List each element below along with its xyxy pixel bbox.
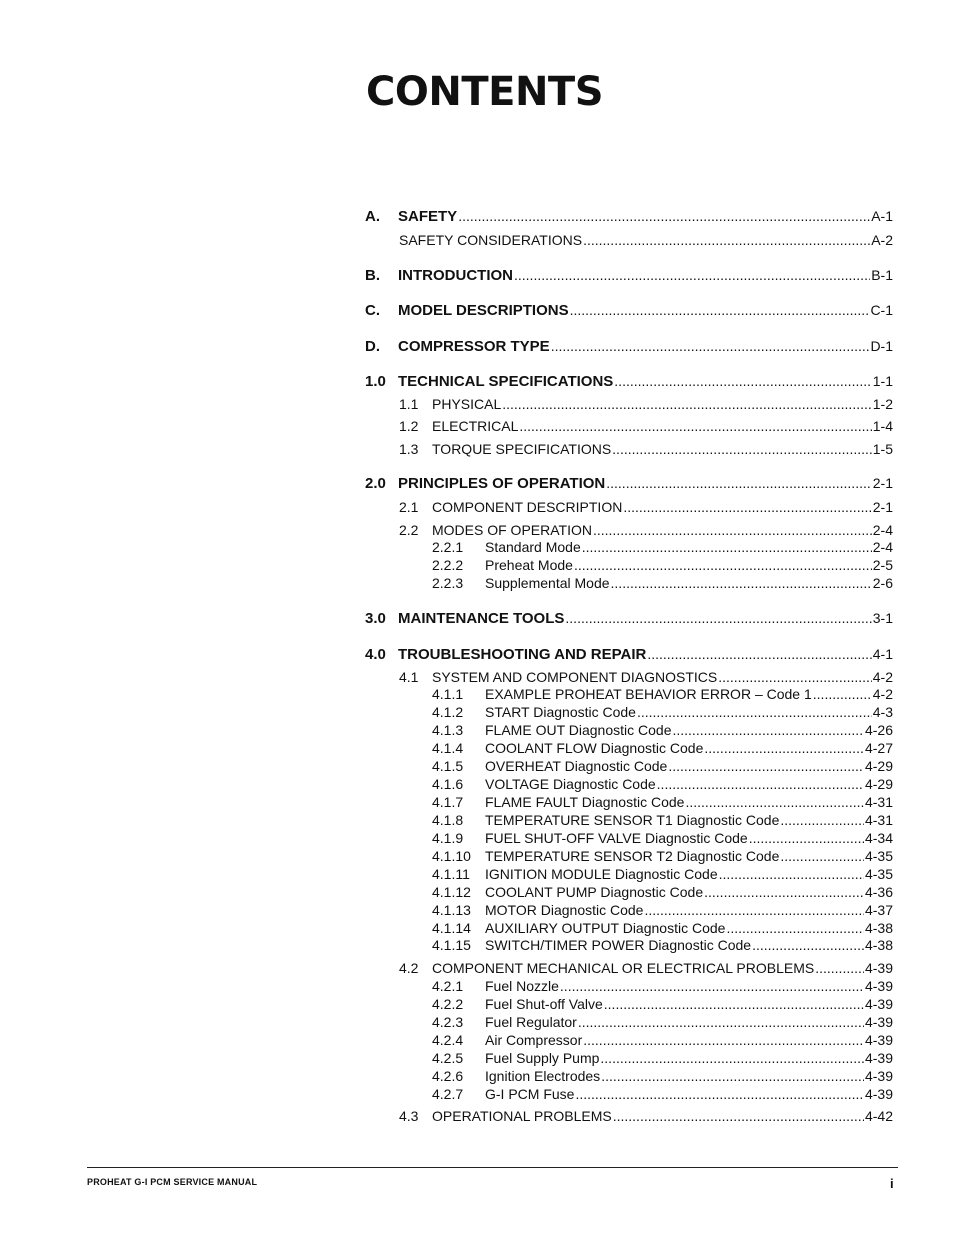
toc-entry-page: 2-4 <box>872 539 893 555</box>
toc-entry-page: 4-38 <box>864 920 893 936</box>
toc-entry-label: Fuel Shut-off Valve <box>485 996 603 1012</box>
footer-manual-title: PROHEAT G-I PCM SERVICE MANUAL <box>87 1177 258 1187</box>
toc-entry-label: SWITCH/TIMER POWER Diagnostic Code <box>485 937 752 953</box>
toc-entry[interactable] <box>399 499 893 515</box>
toc-entry[interactable] <box>432 937 893 953</box>
toc-entry-page: 4-39 <box>864 996 893 1012</box>
toc-entry-number: 4.0 <box>365 646 386 663</box>
toc-leader-dots <box>578 1014 864 1030</box>
toc-entry[interactable] <box>432 996 893 1012</box>
toc-leader-dots <box>813 686 872 702</box>
toc-entry[interactable] <box>365 338 893 355</box>
toc-entry-number: 4.1.10 <box>432 848 471 864</box>
toc-leader-dots <box>519 418 871 434</box>
toc-entry-page: 4-35 <box>864 848 893 864</box>
toc-entry-label: TECHNICAL SPECIFICATIONS <box>398 373 614 390</box>
toc-entry[interactable] <box>432 1014 893 1030</box>
toc-leader-dots <box>780 848 864 864</box>
toc-entry-page: 4-39 <box>864 978 893 994</box>
toc-entry-label: Air Compressor <box>485 1032 583 1048</box>
toc-leader-dots <box>718 669 872 685</box>
toc-entry[interactable] <box>399 522 893 538</box>
toc-leader-dots <box>672 722 863 738</box>
toc-entry-page: 4-29 <box>864 758 893 774</box>
toc-entry-number: 4.2.6 <box>432 1068 464 1084</box>
toc-entry-page: 4-27 <box>864 740 893 756</box>
toc-entry[interactable] <box>399 669 893 685</box>
toc-leader-dots <box>647 646 871 662</box>
toc-entry-page: 3-1 <box>872 610 893 626</box>
toc-entry[interactable] <box>432 1086 893 1102</box>
toc-entry-number: 4.2.1 <box>432 978 464 994</box>
toc-entry[interactable] <box>365 267 893 284</box>
toc-leader-dots <box>565 610 871 626</box>
toc-entry-number: 4.1.9 <box>432 830 464 846</box>
toc-entry-page: 4-39 <box>864 1068 893 1084</box>
toc-entry-number: 2.2.1 <box>432 539 464 555</box>
toc-entry[interactable] <box>432 848 893 864</box>
toc-entry[interactable] <box>432 740 893 756</box>
toc-entry[interactable] <box>365 373 893 390</box>
toc-entry-label: TORQUE SPECIFICATIONS <box>432 441 612 457</box>
toc-entry-number: 2.1 <box>399 499 419 515</box>
toc-entry[interactable] <box>432 830 893 846</box>
toc-leader-dots <box>611 575 872 591</box>
toc-entry-label: Fuel Nozzle <box>485 978 559 994</box>
toc-entry-label: COOLANT FLOW Diagnostic Code <box>485 740 704 756</box>
toc-entry[interactable] <box>432 1068 893 1084</box>
toc-entry-label: MAINTENANCE TOOLS <box>398 610 565 627</box>
footer-page-number: i <box>890 1176 894 1191</box>
toc-entry-label: IGNITION MODULE Diagnostic Code <box>485 866 718 882</box>
toc-entry-page: 4-39 <box>864 1014 893 1030</box>
toc-entry-number: 4.1.15 <box>432 937 471 953</box>
toc-leader-dots <box>575 1086 864 1102</box>
toc-leader-dots <box>514 267 870 283</box>
toc-leader-dots <box>560 978 864 994</box>
toc-entry-number: 4.1.7 <box>432 794 464 810</box>
toc-entry-label: SAFETY CONSIDERATIONS <box>399 232 583 248</box>
toc-entry-number: 1.3 <box>399 441 419 457</box>
toc-leader-dots <box>780 812 864 828</box>
toc-entry-label: Standard Mode <box>485 539 581 555</box>
toc-entry-label: MODEL DESCRIPTIONS <box>398 302 569 319</box>
toc-leader-dots <box>637 704 872 720</box>
toc-leader-dots <box>551 338 870 354</box>
toc-entry[interactable] <box>432 920 893 936</box>
toc-entry-number: B. <box>365 267 380 284</box>
toc-leader-dots <box>752 937 864 953</box>
toc-entry[interactable] <box>365 646 893 663</box>
toc-leader-dots <box>644 902 864 918</box>
toc-entry-page: 4-42 <box>864 1108 893 1124</box>
toc-entry[interactable] <box>432 539 893 555</box>
toc-entry[interactable] <box>399 232 893 248</box>
toc-entry-number: 3.0 <box>365 610 386 627</box>
toc-entry-page: 4-37 <box>864 902 893 918</box>
toc-entry-label: TROUBLESHOOTING AND REPAIR <box>398 646 647 663</box>
toc-leader-dots <box>583 232 870 248</box>
toc-leader-dots <box>570 302 870 318</box>
toc-entry-number: 4.3 <box>399 1108 419 1124</box>
toc-entry-number: 4.1.3 <box>432 722 464 738</box>
toc-entry-page: 4-35 <box>864 866 893 882</box>
toc-entry[interactable] <box>365 475 893 492</box>
footer-divider <box>87 1167 898 1168</box>
toc-entry-number: 1.2 <box>399 418 419 434</box>
toc-entry-label: COOLANT PUMP Diagnostic Code <box>485 884 704 900</box>
toc-entry-label: G-I PCM Fuse <box>485 1086 575 1102</box>
toc-entry-label: ELECTRICAL <box>432 418 519 434</box>
toc-leader-dots <box>502 396 872 412</box>
toc-entry-label: TEMPERATURE SENSOR T2 Diagnostic Code <box>485 848 780 864</box>
toc-entry-page: 4-34 <box>864 830 893 846</box>
toc-entry[interactable] <box>432 704 893 720</box>
toc-entry[interactable] <box>432 722 893 738</box>
toc-entry-page: 4-2 <box>872 686 893 702</box>
toc-entry[interactable] <box>432 1050 893 1066</box>
toc-entry-label: Supplemental Mode <box>485 575 610 591</box>
toc-leader-dots <box>815 960 864 976</box>
toc-entry-number: 4.1.1 <box>432 686 464 702</box>
toc-entry-label: COMPONENT MECHANICAL OR ELECTRICAL PROBLEMS <box>432 960 815 976</box>
toc-entry-page: 2-1 <box>872 475 893 491</box>
toc-entry[interactable] <box>365 208 893 225</box>
toc-entry[interactable] <box>432 776 893 792</box>
toc-leader-dots <box>657 776 864 792</box>
toc-leader-dots <box>613 1108 864 1124</box>
toc-leader-dots <box>668 758 864 774</box>
toc-entry-label: PHYSICAL <box>432 396 502 412</box>
toc-entry-number: 2.2 <box>399 522 419 538</box>
toc-entry-number: 4.1.5 <box>432 758 464 774</box>
toc-entry-page: 1-2 <box>872 396 893 412</box>
toc-entry-number: 4.1.8 <box>432 812 464 828</box>
toc-entry-page: 1-1 <box>872 373 893 389</box>
toc-entry-page: D-1 <box>870 338 893 354</box>
toc-entry-page: 1-5 <box>872 441 893 457</box>
toc-leader-dots <box>726 920 864 936</box>
toc-entry[interactable] <box>432 978 893 994</box>
toc-leader-dots <box>574 557 872 573</box>
toc-entry-page: 2-4 <box>872 522 893 538</box>
toc-entry[interactable] <box>432 1032 893 1048</box>
toc-entry[interactable] <box>399 441 893 457</box>
toc-entry-label: OVERHEAT Diagnostic Code <box>485 758 668 774</box>
toc-entry-page: 2-1 <box>872 499 893 515</box>
toc-entry-number: C. <box>365 302 380 319</box>
toc-entry-number: 4.1.14 <box>432 920 471 936</box>
toc-entry-page: 4-29 <box>864 776 893 792</box>
toc-entry-label: AUXILIARY OUTPUT Diagnostic Code <box>485 920 726 936</box>
toc-entry-label: SAFETY <box>398 208 458 225</box>
toc-entry-number: 4.2.2 <box>432 996 464 1012</box>
toc-entry-page: A-1 <box>871 208 893 224</box>
toc-entry-label: MODES OF OPERATION <box>432 522 592 538</box>
toc-entry-label: FLAME OUT Diagnostic Code <box>485 722 672 738</box>
toc-entry[interactable] <box>432 758 893 774</box>
toc-entry[interactable] <box>365 610 893 627</box>
toc-entry-number: 4.2.4 <box>432 1032 464 1048</box>
toc-leader-dots <box>612 441 872 457</box>
toc-entry-label: Ignition Electrodes <box>485 1068 601 1084</box>
toc-entry-number: 4.1.13 <box>432 902 471 918</box>
toc-entry-label: FUEL SHUT-OFF VALVE Diagnostic Code <box>485 830 748 846</box>
toc-entry[interactable] <box>432 794 893 810</box>
toc-entry-page: 2-6 <box>872 575 893 591</box>
toc-entry-page: 4-31 <box>864 794 893 810</box>
toc-entry-page: 4-39 <box>864 1032 893 1048</box>
toc-leader-dots <box>623 499 871 515</box>
toc-entry-number: 2.2.2 <box>432 557 464 573</box>
toc-entry-label: EXAMPLE PROHEAT BEHAVIOR ERROR – Code 1 <box>485 686 812 702</box>
toc-entry-page: 4-2 <box>872 669 893 685</box>
toc-entry-number: 1.0 <box>365 373 386 390</box>
toc-entry-page: 4-39 <box>864 1050 893 1066</box>
toc-entry[interactable] <box>432 557 893 573</box>
toc-entry-page: 4-3 <box>872 704 893 720</box>
toc-entry-label: OPERATIONAL PROBLEMS <box>432 1108 612 1124</box>
toc-entry-page: C-1 <box>870 302 893 318</box>
toc-entry-page: 4-38 <box>864 937 893 953</box>
toc-entry-number: 4.2 <box>399 960 419 976</box>
toc-entry-page: 2-5 <box>872 557 893 573</box>
toc-entry-label: VOLTAGE Diagnostic Code <box>485 776 656 792</box>
toc-entry-number: 4.2.3 <box>432 1014 464 1030</box>
toc-leader-dots <box>749 830 864 846</box>
toc-leader-dots <box>604 996 864 1012</box>
toc-leader-dots <box>600 1050 864 1066</box>
toc-leader-dots <box>583 1032 864 1048</box>
toc-entry[interactable] <box>399 960 893 976</box>
toc-entry-page: 4-31 <box>864 812 893 828</box>
toc-entry-page: 1-4 <box>872 418 893 434</box>
toc-entry-number: 2.2.3 <box>432 575 464 591</box>
toc-entry-number: 4.2.7 <box>432 1086 464 1102</box>
toc-leader-dots <box>601 1068 864 1084</box>
toc-entry-number: A. <box>365 208 380 225</box>
toc-entry-number: 4.2.5 <box>432 1050 464 1066</box>
toc-entry-page: 4-26 <box>864 722 893 738</box>
page-title: CONTENTS <box>366 69 604 115</box>
toc-entry[interactable] <box>432 575 893 591</box>
toc-entry-number: 4.1.6 <box>432 776 464 792</box>
toc-entry-page: 4-36 <box>864 884 893 900</box>
toc-entry-number: 4.1.11 <box>432 866 470 882</box>
toc-entry-label: INTRODUCTION <box>398 267 513 284</box>
toc-entry-label: TEMPERATURE SENSOR T1 Diagnostic Code <box>485 812 780 828</box>
toc-entry[interactable] <box>399 1108 893 1124</box>
toc-entry[interactable] <box>432 866 893 882</box>
toc-entry-page: A-2 <box>871 232 893 248</box>
toc-entry-page: 4-1 <box>872 646 893 662</box>
toc-entry-label: COMPRESSOR TYPE <box>398 338 550 355</box>
toc-leader-dots <box>606 475 872 491</box>
toc-entry[interactable] <box>432 902 893 918</box>
toc-entry-number: 4.1 <box>399 669 419 685</box>
toc-entry-label: COMPONENT DESCRIPTION <box>432 499 623 515</box>
toc-entry-label: MOTOR Diagnostic Code <box>485 902 644 918</box>
toc-entry-label: PRINCIPLES OF OPERATION <box>398 475 606 492</box>
toc-entry[interactable] <box>399 418 893 434</box>
toc-entry-number: D. <box>365 338 380 355</box>
toc-entry-number: 4.1.4 <box>432 740 464 756</box>
toc-leader-dots <box>593 522 872 538</box>
toc-entry[interactable] <box>365 302 893 319</box>
toc-entry[interactable] <box>432 686 893 702</box>
toc-entry-page: B-1 <box>871 267 893 283</box>
toc-entry-number: 1.1 <box>399 396 419 412</box>
toc-leader-dots <box>704 740 864 756</box>
toc-leader-dots <box>582 539 872 555</box>
toc-entry-label: START Diagnostic Code <box>485 704 636 720</box>
toc-leader-dots <box>458 208 870 224</box>
toc-entry-label: SYSTEM AND COMPONENT DIAGNOSTICS <box>432 669 718 685</box>
toc-entry-label: FLAME FAULT Diagnostic Code <box>485 794 685 810</box>
toc-leader-dots <box>685 794 864 810</box>
toc-leader-dots <box>719 866 864 882</box>
toc-entry[interactable] <box>432 884 893 900</box>
toc-entry-label: Preheat Mode <box>485 557 573 573</box>
toc-entry-page: 4-39 <box>864 1086 893 1102</box>
toc-entry-number: 2.0 <box>365 475 386 492</box>
toc-entry[interactable] <box>432 812 893 828</box>
toc-entry-page: 4-39 <box>864 960 893 976</box>
toc-entry[interactable] <box>399 396 893 412</box>
toc-entry-number: 4.1.12 <box>432 884 471 900</box>
toc-leader-dots <box>614 373 871 389</box>
toc-entry-label: Fuel Regulator <box>485 1014 577 1030</box>
toc-entry-label: Fuel Supply Pump <box>485 1050 600 1066</box>
toc-entry-number: 4.1.2 <box>432 704 464 720</box>
toc-leader-dots <box>704 884 864 900</box>
